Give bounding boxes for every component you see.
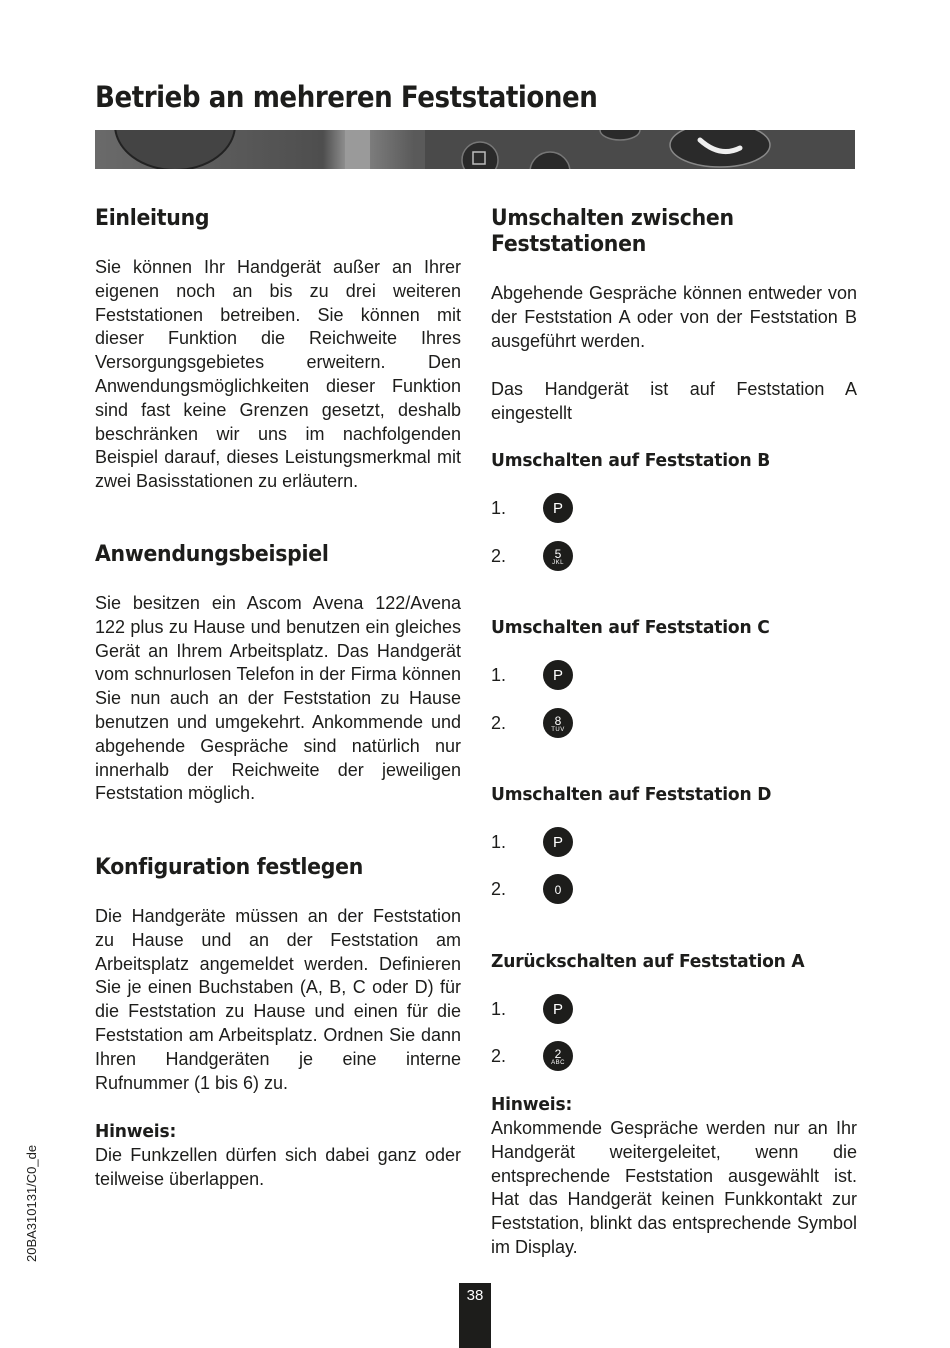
key-letters: ABC <box>551 1060 565 1066</box>
step-c-1 <box>491 659 573 691</box>
p-key-icon <box>543 827 573 857</box>
step-b-1 <box>491 492 573 524</box>
hinweis-text-right: Ankommende Gespräche werden nur an Ihr Handgerät weitergeleitet, wenn die entsprechende Feststation ausgewählt ist. Hat das Handgerät keinen Funkkontakt zur Feststation, blinkt das entsprechende Symbol im Display. <box>491 1118 857 1257</box>
heading-feststation-b: Umschalten auf Feststation B <box>491 450 771 471</box>
step-a-2 <box>491 1040 573 1072</box>
key-label: P <box>552 666 563 684</box>
key-label: P <box>552 833 563 851</box>
step-d-1 <box>491 826 573 858</box>
step-number: 2. <box>491 1045 507 1066</box>
step-b-2 <box>491 540 573 572</box>
step-c-2 <box>491 707 573 739</box>
heading-einleitung: Einleitung <box>95 206 210 231</box>
heading-feststation-d: Umschalten auf Feststation D <box>491 784 772 805</box>
hinweis-label-right: Hinweis: <box>491 1094 573 1115</box>
document-code: 20BA310131/C0_de <box>24 1144 39 1262</box>
key-letters: TUV <box>551 727 565 733</box>
step-number: 1. <box>491 998 507 1019</box>
heading-konfiguration: Konfiguration festlegen <box>95 855 363 880</box>
heading-feststation-c: Umschalten auf Feststation C <box>491 617 770 638</box>
heading-feststation-a: Zurückschalten auf Feststation A <box>491 951 805 972</box>
step-number: 2. <box>491 878 507 899</box>
key-label: 0 <box>554 883 562 897</box>
p-key-icon <box>543 660 573 690</box>
step-a-1 <box>491 993 573 1025</box>
key-5-icon <box>543 541 573 571</box>
telephone-photo-banner <box>95 130 855 169</box>
page-title: Betrieb an mehreren Feststationen <box>95 80 598 114</box>
key-0-icon <box>543 874 573 904</box>
umschalten-intro-2: Das Handgerät ist auf Feststation A eingestellt <box>491 379 857 423</box>
key-label: 5 <box>554 547 562 561</box>
key-label: P <box>552 1000 563 1018</box>
key-2-icon <box>543 1041 573 1071</box>
p-key-icon <box>543 493 573 523</box>
key-label: 8 <box>554 714 562 728</box>
einleitung-text: Sie können Ihr Handgerät außer an Ihrer eigenen noch an bis zu drei weiteren Feststationen betreiben. Sie können mit dieser Funktion die Reichweite Ihres Versorgungsgebietes erweitern. Den Anwendungsmöglichkeiten dieser Funktion sind fast keine Grenzen gesetzt, deshalb beschränken wir uns im nachfolgenden Beispiel darauf, dieses Leistungsmerkmal mit zwei Basisstationen zu erläutern. <box>95 257 461 492</box>
anwendungsbeispiel-text: Sie besitzen ein Ascom Avena 122/Avena 122 plus zu Hause und benutzen ein gleiches Gerät an Ihrem Arbeitsplatz. Das Handgerät vom schnurlosen Telefon in der Firma können Sie nun auch an der Feststation zu Hause benutzen und umgekehrt. Ankommende und abgehende Gespräche sind natürlich nur innerhalb der Reichweite der jeweiligen Feststation möglich. <box>95 593 461 804</box>
step-number: 2. <box>491 545 507 566</box>
umschalten-intro-1: Abgehende Gespräche können entweder von der Feststation A oder von der Feststation B ausgeführt werden. <box>491 283 857 351</box>
heading-anwendungsbeispiel: Anwendungsbeispiel <box>95 542 329 567</box>
step-number: 1. <box>491 664 507 685</box>
telephone-keypad-image <box>95 130 855 169</box>
konfiguration-text: Die Handgeräte müssen an der Feststation zu Hause und an der Feststation am Arbeitsplatz angemeldet werden. Definieren Sie je einen Buchstaben (A, B, C oder D) für die Feststation zu Hause und einen für die Feststation am Arbeitsplatz. Ordnen Sie dann Ihren Handgeräten je eine interne Rufnummer (1 bis 6) zu. <box>95 906 461 1093</box>
key-letters: JKL <box>552 560 564 566</box>
key-8-icon <box>543 708 573 738</box>
hinweis-label-left: Hinweis: <box>95 1121 177 1142</box>
step-number: 1. <box>491 497 507 518</box>
step-number: 1. <box>491 831 507 852</box>
step-number: 2. <box>491 712 507 733</box>
key-label: 2 <box>554 1047 562 1061</box>
heading-umschalten: Umschalten zwischen Feststationen <box>491 206 734 257</box>
step-d-2 <box>491 873 573 905</box>
key-label: P <box>552 499 563 517</box>
p-key-icon <box>543 994 573 1024</box>
hinweis-text-left: Die Funkzellen dürfen sich dabei ganz oder teilweise überlappen. <box>95 1145 461 1189</box>
page-number: 38 <box>459 1283 491 1348</box>
